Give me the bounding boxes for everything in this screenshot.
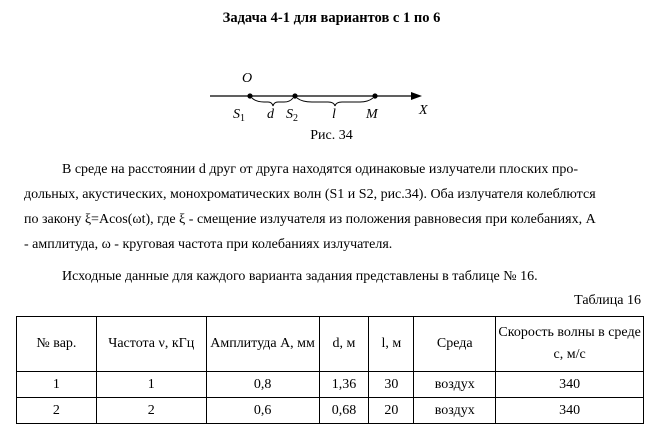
paragraph-line-4: - амплитуда, ω - круговая частота при колебаниях излучателя.: [24, 237, 393, 252]
label-d: d: [267, 107, 274, 122]
label-m: M: [366, 107, 378, 122]
paragraph-line-2: дольных, акустических, монохроматических волн (S1 и S2, рис.34). Оба излучателя колеблются: [24, 187, 596, 202]
label-s2: $S_2$: [286, 107, 298, 124]
table-cell: 340: [496, 372, 644, 398]
figure-caption: Рис. 34: [310, 128, 353, 143]
label-s1: $S_1$: [233, 107, 245, 124]
paragraph-line-3: по закону ξ=Acos(ωt), где ξ - смещение излучателя из положения равновесия при колебаниях, A: [24, 212, 596, 227]
header-d: d, м: [319, 317, 369, 372]
point-s1: [247, 93, 252, 98]
header-medium: Среда: [414, 317, 496, 372]
header-l: l, м: [369, 317, 414, 372]
label-x: X: [419, 103, 428, 118]
table-cell: 2: [96, 398, 206, 424]
brace-l: [297, 98, 373, 106]
table-row: [17, 372, 644, 398]
table-cell: 20: [369, 398, 414, 424]
table-caption: Таблица 16: [574, 293, 641, 308]
task-title: Задача 4-1 для вариантов с 1 по 6: [222, 10, 441, 26]
table-cell: 1,36: [319, 372, 369, 398]
paragraph-description: [24, 157, 642, 257]
header-amplitude: Амплитуда A, мм: [206, 317, 319, 372]
table-cell: воздух: [414, 372, 496, 398]
header-variant: № вар.: [17, 317, 97, 372]
point-m: [372, 93, 377, 98]
table-cell: 2: [17, 398, 97, 424]
x-axis-arrow-icon: [411, 92, 422, 100]
data-table: [16, 316, 644, 424]
label-l: l: [332, 107, 336, 122]
point-s2: [292, 93, 297, 98]
table-cell: воздух: [414, 398, 496, 424]
brace-d: [252, 98, 293, 106]
table-row: [17, 398, 644, 424]
table-cell: 1: [96, 372, 206, 398]
paragraph-data-intro: [24, 264, 642, 289]
table-cell: 1: [17, 372, 97, 398]
header-frequency: Частота ν, кГц: [96, 317, 206, 372]
table-cell: 30: [369, 372, 414, 398]
table-cell: 0,6: [206, 398, 319, 424]
table-cell: 0,68: [319, 398, 369, 424]
paragraph-line-1: В среде на расстоянии d друг от друга находятся одинаковые излучатели плоских про-: [62, 162, 579, 177]
paragraph-data-intro-text: Исходные данные для каждого варианта задания представлены в таблице № 16.: [62, 269, 538, 284]
table-header-row: [17, 317, 644, 372]
table-cell: 340: [496, 398, 644, 424]
table-cell: 0,8: [206, 372, 319, 398]
header-wave-speed: Скорость волны в среде c, м/с: [496, 317, 644, 372]
label-o: O: [242, 71, 253, 86]
